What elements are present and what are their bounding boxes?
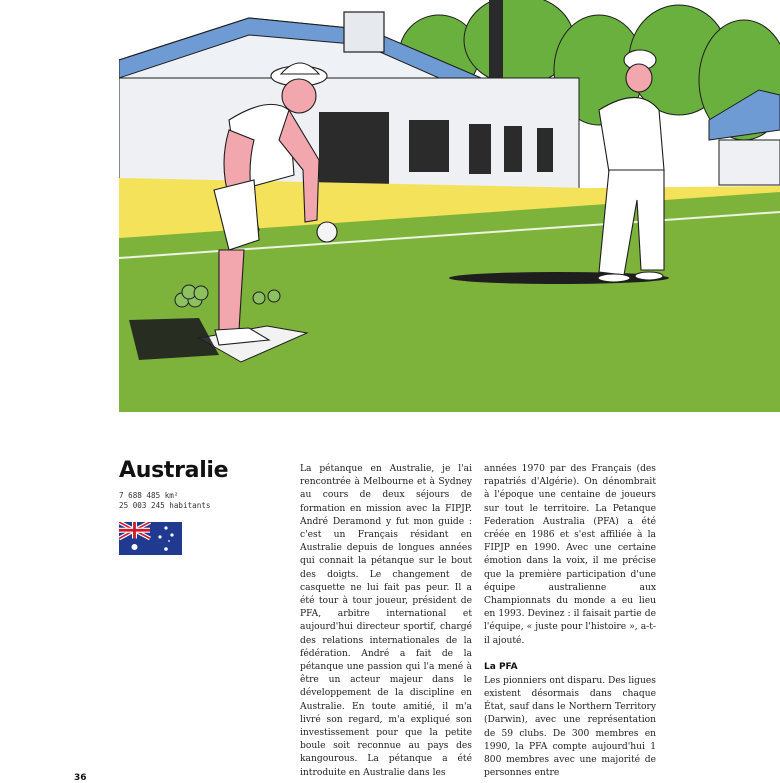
country-stats — [119, 491, 289, 511]
page-number: 36 — [74, 773, 87, 783]
article-paragraph: La pétanque en Australie, je l'ai rencontrée à Melbourne et à Sydney au cours de deux séjours de formation en mission avec la FIPJP. André Deramond y fut mon guide : c'est un Français résidant en Australie depuis de longues années qui connait la pétanque sur le bout des doigts. Le changement de casquette ne lui fait pas peur. Il a été tour à tour joueur, président de PFA, arbitre international et aujourd'hui directeur sportif, chargé des relations internationales de la fédération. André a fait de la pétanque une passion qui l'a mené à être un acteur majeur dans le développement de la discipline en Australie. En toute amitié, il m'a livré son regard, m'a expliqué son investissement pour que la petite boule soit reconnue au pays des kangourous. La pétanque a été introduite en Australie dans les — [300, 464, 472, 778]
country-area: 7 688 485 km² — [119, 491, 179, 500]
article-paragraph: Les pionniers ont disparu. Des ligues existent désormais dans chaque État, sauf dans le Northern Territory (Darwin), avec une représentation de 59 clubs. De 300 membres en 1990, la PFA compte aujourd'hui 1 800 membres avec une majorité de personnes entre — [484, 675, 656, 779]
country-title: Australie — [119, 458, 229, 483]
article-paragraph: années 1970 par des Français (des rapatriés d'Algérie). On dénombrait à l'époque une centaine de joueurs sur tout le territoire. La Petanque Federation Australia (PFA) a été créée en 1986 et s'est affiliée à la FIPJP en 1990. Avec une certaine émotion dans la voix, il me précise que la première participation d'une équipe australienne aux Championnats du monde a eu lieu en 1993. Devinez : il faisait partie de l'équipe, « juste pour l'histoire », a-t-il ajouté. — [484, 464, 656, 646]
country-info — [119, 458, 289, 555]
country-population: 25 003 245 habitants — [119, 501, 211, 510]
australia-flag-icon — [119, 522, 182, 555]
article-column-1 — [300, 463, 472, 780]
article-column-2 — [484, 463, 656, 780]
section-subheading: La PFA — [484, 661, 518, 672]
petanque-illustration — [119, 0, 780, 412]
